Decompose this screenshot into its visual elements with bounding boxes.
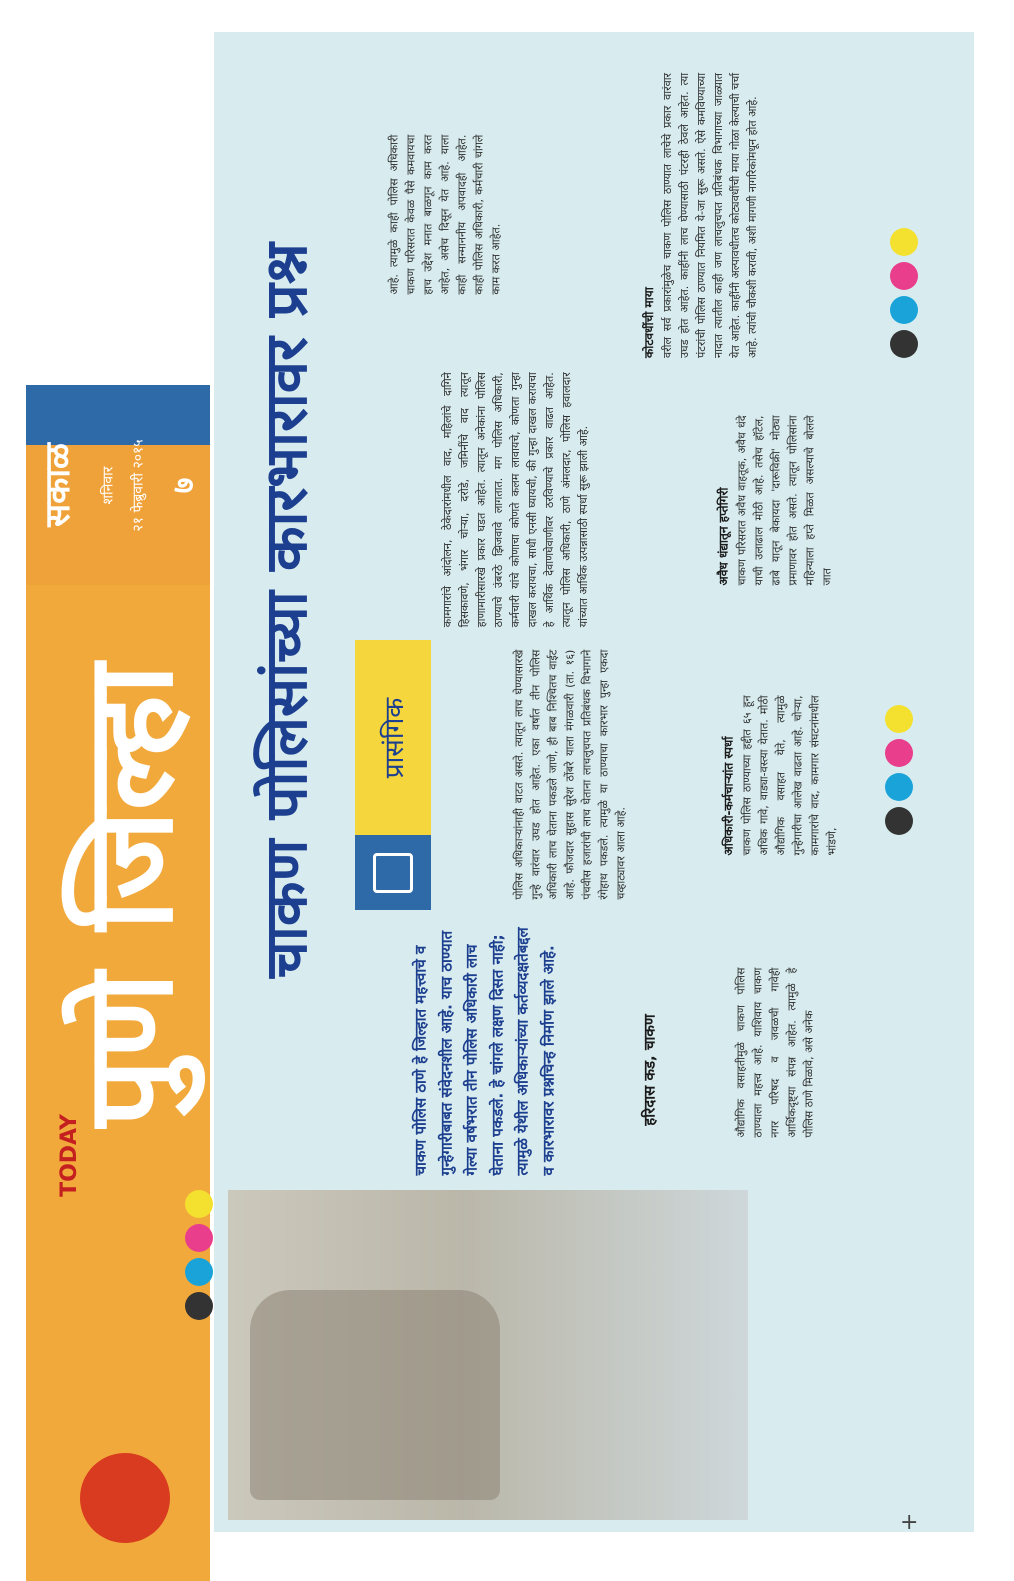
subhead-competition: अधिकारी-कर्मचाऱ्यांत स्पर्धा — [721, 736, 736, 855]
byline-name: हरिदास कड, — [641, 1055, 659, 1126]
edition-date: २१ फेब्रुवारी २०१५ — [130, 438, 147, 532]
color-marks-middle — [885, 705, 925, 841]
body-column-3 — [700, 640, 860, 910]
subhead-illegal-business: अवैध धंद्यातून हप्तेगिरी — [716, 487, 731, 585]
column-badge — [355, 640, 431, 910]
photo-police-figure — [250, 1290, 500, 1500]
edition-block — [26, 385, 210, 585]
color-marks-top — [890, 228, 930, 364]
registration-mark-icon: + — [900, 1510, 919, 1535]
color-marks-bottom — [185, 1190, 225, 1326]
subhead-wealth: कोटवधींची माया — [641, 286, 656, 358]
calendar-icon — [373, 853, 413, 893]
body-column-1: औद्योगिक वसाहतीमुळे चाकण पोलिस ठाण्याला महत्त्व आहे. याशिवाय चाकण नगर परिषद व जवळची गावेही आर्थिकदृष्ट्या संपन्न आहेत. त्यामुळे हे पोलिस ठाणे मिळावे, असे अनेक — [734, 967, 816, 1138]
badge-icon-box — [355, 835, 431, 910]
section-title: पुणे जिल्हा — [61, 663, 201, 1127]
body-column-6: आहे. त्यामुळे काही पोलिस अधिकारी चाकण परिसरात केवळ पैसे कमवायचा हाच उद्देश मनात बाळगून काम करत आहेत, असेच दिसून येत आहे. याला काही सन्माननीय अपवादही आहेत. काही पोलिस अधिकारी, कर्मचारी चांगले काम करत आहेत. — [387, 134, 503, 295]
brand-name: सकाळ — [38, 443, 78, 527]
masthead-strip — [26, 385, 210, 1581]
body-column-5 — [690, 370, 860, 630]
body-column-4: कामगारांचे आंदोलन, ठेकेदारांमधील वाद, महिलांचे दागिने हिसकावणे, भंगार चोऱ्या, दरोडे, जमिनींचे वाद त्यातून हाणामारीसारखे प्रकार घडत आहेत. त्यातून अनेकांना पोलिस ठाण्याचे उंबरठे झिजवावे लागतात. मग पोलिस अधिकारी, कर्मचारी यांचे कोणाचा कोणते कलम लावायचे, कोणता गुन्हा दाखल करायचा, साधी एनसी घ्यायची, की गुन्हा दाखल करायचा हे आर्थिक देवाणघेवाणीवर ठरविण्याचे प्रकार वाढत आहेत. त्यातून पोलिस अधिकारी, ठाणे अंमलदार, पोलिस हवालदार यांच्यात आर्थिक उत्पन्नासाठी स्पर्धा सुरू झाली आहे. — [440, 372, 590, 628]
edition-day: शनिवार — [100, 465, 117, 505]
badge-label: प्रासंगिक — [380, 697, 411, 778]
article-headline: चाकण पोलिसांच्या कारभारावर प्रश्न — [251, 242, 320, 978]
body-text: चाकण परिसरात अवैध वाहतूक, अवैध धंदे याची उलाढाल मोठी आहे. तसेच हॉटेल, ढाबे यातून बेकायदा 'दारूविक्री' मोठ्या प्रमाणावर होत असते. त्यातून पोलिसांना महिन्याला हप्ते मिळत असल्याचे बोलले जात — [735, 415, 834, 585]
body-text: वरील सर्व प्रकारांमुळेच चाकण पोलिस ठाण्यात लाचेचे प्रकार वारंवार उघड होत आहेत. काहींनी लाच घेण्यासाठी पंटरही ठेवले आहेत. त्या पंटरांची पोलिस ठाण्यात नियमित ये-जा सुरू असते. ऐसे कमविण्याच्या नादात त्यातील काही जण लाचलुचपत प्रतिबंधक विभागाच्या जाळ्यात येत आहेत. काहींनी अल्पावधीतच कोट्यवधींची माया गोळा केल्याची चर्चा आहे. त्यांची चौकशी करावी, अशी मागणी नागरिकांमधून होत आहे. — [660, 72, 759, 358]
page-number: ७ — [166, 477, 202, 493]
body-column-7 — [540, 70, 860, 360]
body-column-2: पोलिस अधिकाऱ्यांनाही वाटत असते. त्यातून लाच घेण्यासारखे गुन्हे वारंवार उघड होत आहेत. एका वर्षात तीन पोलिस अधिकारी लाच घेताना पकडले जाणे, ही बाब निश्चितच वाईट आहे. फौजदार सुहास सुरेश ठोंबरे याला मंगळवारी (ता. १६) पंचवीस हजारांची लाच घेताना लाचलुचपत प्रतिबंधक विभागाने रंगेहाथ पकडले. त्यामुळे या ठाण्याचा कारभार पुन्हा एकदा चव्हाट्यावर आला आहे. — [512, 649, 628, 900]
article-intro: चाकण पोलिस ठाणे हे जिल्हात महत्त्वाचे व गुन्हेगारीबाबत संवेदनशील आहे. याच ठाण्यात गेल्या वर्षभरात तीन पोलिस अधिकारी लाच घेताना पकडले. हे चांगले लक्षण दिसत नाही; त्यामुळे येथील अधिकाऱ्यांच्या कर्तव्यदक्षतेबद्दल व कारभारावर प्रश्नचिन्ह निर्माण झाले आहे. — [411, 926, 557, 1175]
byline-place: चाकण — [641, 1014, 659, 1051]
byline — [635, 980, 665, 1160]
today-label: TODAY — [56, 1113, 82, 1197]
horse-rider-logo-icon — [80, 1453, 170, 1543]
body-text: चाकण पोलिस ठाण्याच्या हद्दीत ६५ हून अधिक गावे, वाड्या-वस्त्या येतात. मोठी औद्योगिक वसाहत येते, त्यामुळे गुन्हेगारीचा आलेख वाढता आहे. चोऱ्या, कामगारांचे वाद, कामगार संघटनांमधील भांडणे, — [740, 695, 839, 855]
